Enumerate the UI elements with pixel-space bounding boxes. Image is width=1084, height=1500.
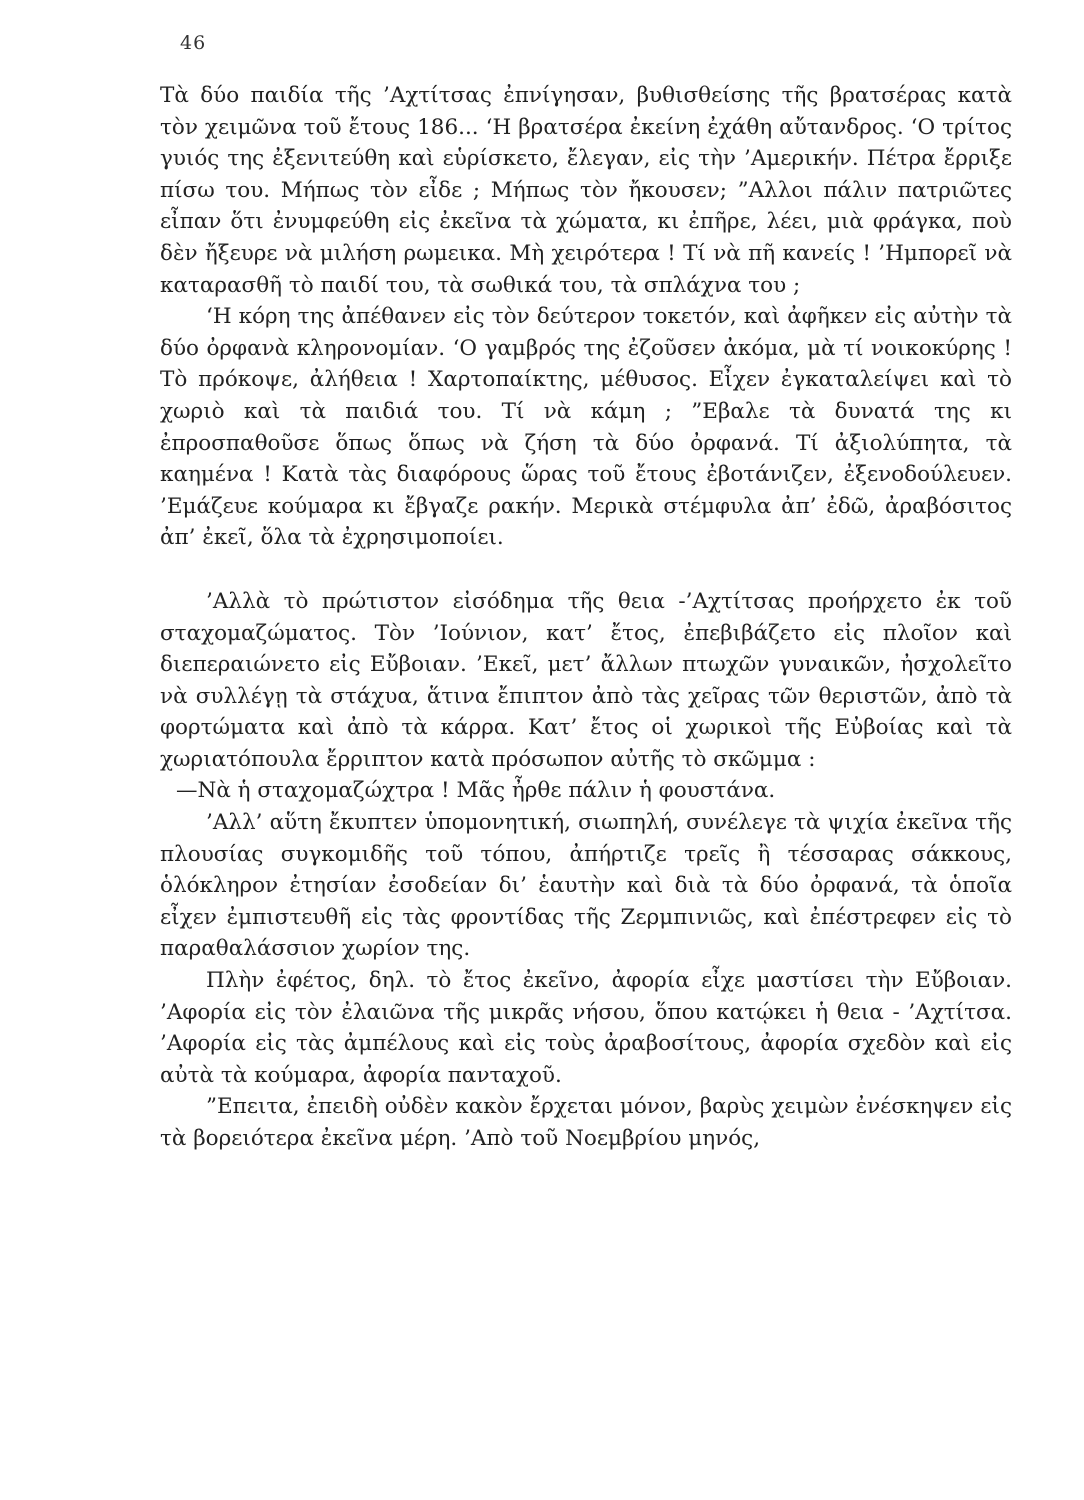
page-number: 46 [180, 32, 207, 54]
paragraph-3: ’Αλλὰ τὸ πρώτιστον εἰσόδημα τῆς θεια -’Αχτίτσας προήρχετο ἐκ τοῦ σταχομαζώματος. Τὸν ’Ιούνιον, κατ’ ἔτος, ἐπεβιβάζετο εἰς πλοῖον καὶ διεπεραιώνετο εἰς Εὔβοιαν. ’Εκεῖ, μετ’ ἄλλων πτωχῶν γυναικῶν, ἠσχολεῖτο νὰ συλλέγῃ τὰ στάχυα, ἅτινα ἔπιπτον ἀπὸ τὰς χεῖρας τῶν θεριστῶν, ἀπὸ τὰ φορτώματα καὶ ἀπὸ τὰ κάρρα. Κατ’ ἔτος οἱ χωρικοὶ τῆς Εὐβοίας καὶ τὰ χωριατόπουλα ἔρριπτον κατὰ πρόσωπον αὐτῆς τὸ σκῶμμα : [160, 588, 1012, 772]
paragraph-1: Τὰ δύο παιδία τῆς ’Αχτίτσας ἐπνίγησαν, βυθισθείσης τῆς βρατσέρας κατὰ τὸν χειμῶνα τοῦ ἔτους 186... ‘Η βρατσέρα ἐκείνη ἐχάθη αὔτανδρος. ‘Ο τρίτος γυιός της ἐξενιτεύθη καὶ εὑρίσκετο, ἔλεγαν, εἰς τὴν ’Αμερικήν. Πέτρα ἔρριξε πίσω του. Μήπως τὸν εἶδε ; Μήπως τὸν ἤκουσεν; ”Αλλοι πάλιν πατριῶτες εἶπαν ὅτι ἐνυμφεύθη εἰς ἐκεῖνα τὰ χώματα, κι ἐπῆρε, λέει, μιὰ φράγκα, ποὺ δὲν ἤξευρε νὰ μιλήση ρωμεικα. Μὴ χειρότερα ! Τί νὰ πῆ κανείς ! ’Ημπορεῖ νὰ καταρασθῆ τὸ παιδί του, τὰ σωθικά του, τὰ σπλάχνα του ; [160, 83, 1012, 298]
body-text [160, 80, 1012, 1155]
paragraph-7: ”Επειτα, ἐπειδὴ οὐδὲν κακὸν ἔρχεται μόνον, βαρὺς χειμὼν ἐνέσκηψεν εἰς τὰ βορειότερα ἐκεῖνα μέρη. ’Απὸ τοῦ Νοεμβρίου μηνός, [160, 1094, 1012, 1151]
paragraph-2: ‘Η κόρη της ἀπέθανεν εἰς τὸν δεύτερον τοκετόν, καὶ ἀφῆκεν εἰς αὐτὴν τὰ δύο ὀρφανὰ κληρονομίαν. ‘Ο γαμβρός της ἐζοῦσεν ἀκόμα, μὰ τί νοικοκύρης ! Τὸ πρόκοψε, ἀλήθεια ! Χαρτοπαίκτης, μέθυσος. Εἶχεν ἐγκαταλείψει καὶ τὸ χωριὸ καὶ τὰ παιδιά του. Τί νὰ κάμη ; ”Εβαλε τὰ δυνατά της κι ἐπροσπαθοῦσε ὅπως ὅπως νὰ ζήση τὰ δύο ὀρφανά. Τί ἀξιολύπητα, τὰ καημένα ! Κατὰ τὰς διαφόρους ὥρας τοῦ ἔτους ἐβοτάνιζεν, ἐξενοδούλευεν. ’Εμάζευε κούμαρα κι ἔβγαζε ρακήν. Μερικὰ στέμφυλα ἀπ’ ἐδῶ, ἀραβόσιτος ἀπ’ ἐκεῖ, ὅλα τὰ ἐχρησιμοποίει. [160, 304, 1012, 551]
paragraph-5: ’Αλλ’ αὕτη ἔκυπτεν ὑπομονητική, σιωπηλή, συνέλεγε τὰ ψιχία ἐκεῖνα τῆς πλουσίας συγκομιδῆς τοῦ τόπου, ἀπήρτιζε τρεῖς ἢ τέσσαρας σάκκους, ὁλόκληρον ἐτησίαν ἐσοδείαν δι’ ἑαυτὴν καὶ διὰ τὰ δύο ὀρφανά, τὰ ὁποῖα εἶχεν ἐμπιστευθῆ εἰς τὰς φροντίδας τῆς Ζερμπινιῶς, καὶ ἐπέστρεφεν εἰς τὸ παραθαλάσσιον χωρίον της. [160, 810, 1012, 962]
paragraph-6: Πλὴν ἐφέτος, δηλ. τὸ ἔτος ἐκεῖνο, ἀφορία εἶχε μαστίσει τὴν Εὔβοιαν. ’Αφορία εἰς τὸν ἐλαιῶνα τῆς μικρᾶς νήσου, ὅπου κατῴκει ἡ θεια - ’Αχτίτσα. ’Αφορία εἰς τὰς ἀμπέλους καὶ εἰς τοὺς ἀραβοσίτους, ἀφορία σχεδὸν καὶ εἰς αὐτὰ τὰ κούμαρα, ἀφορία πανταχοῦ. [160, 968, 1012, 1088]
dialogue-line: —Νὰ ἡ σταχομαζώχτρα ! Μᾶς ἦρθε πάλιν ἡ φουστάνα. [176, 778, 776, 804]
